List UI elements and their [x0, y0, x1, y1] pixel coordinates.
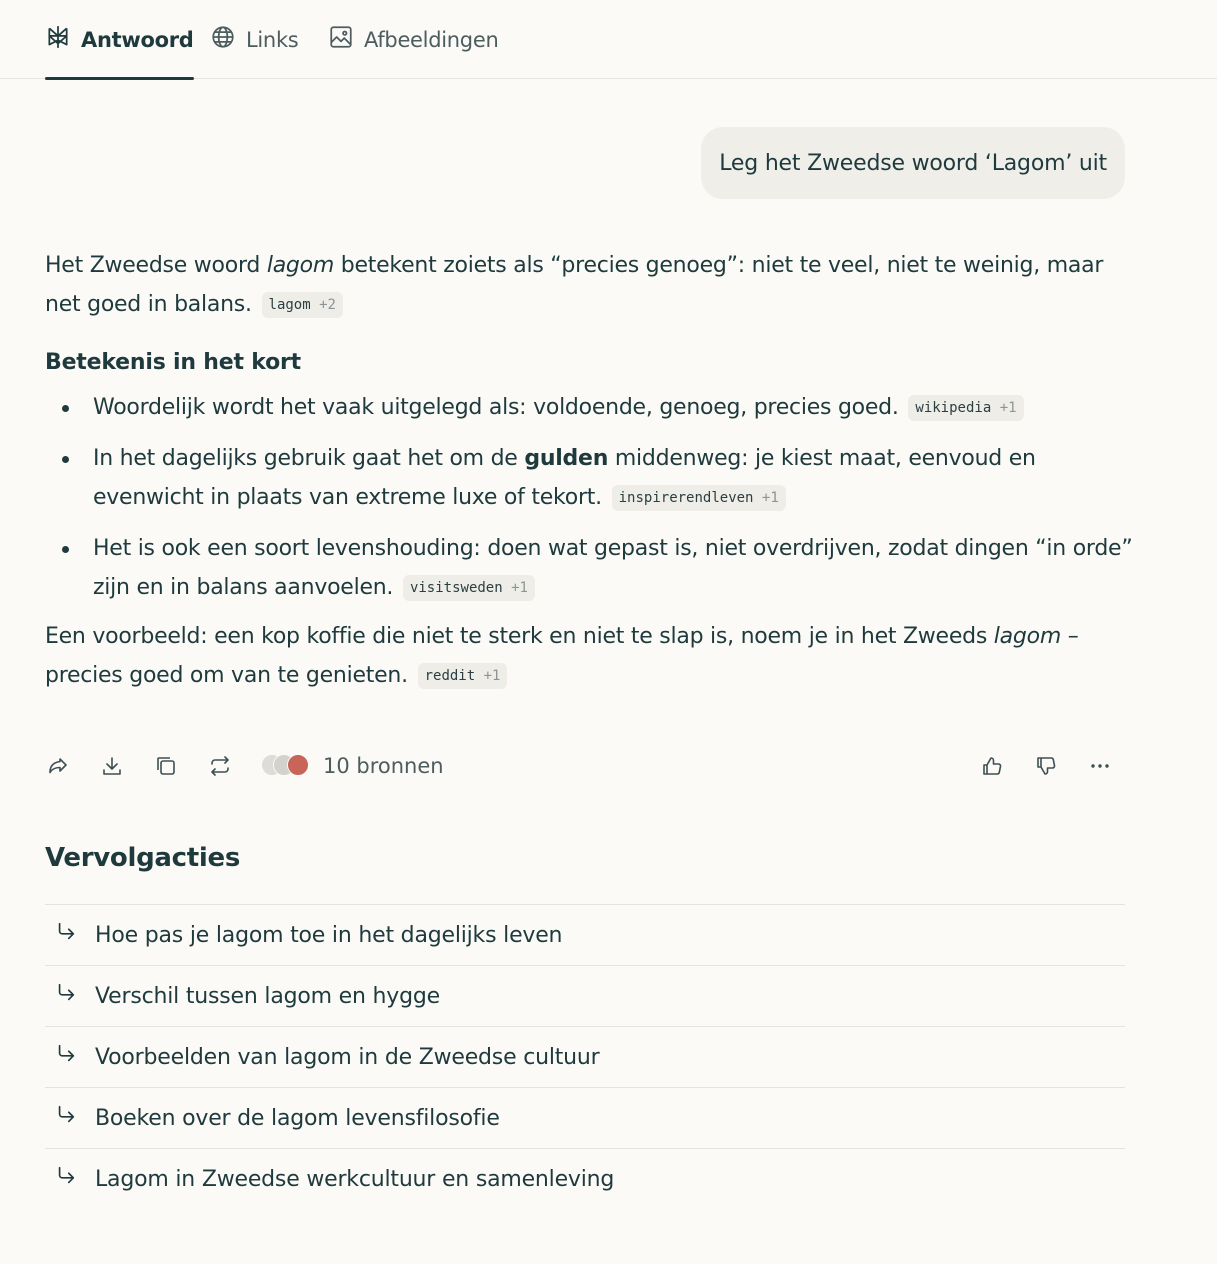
list-item-text: Het is ook een soort levenshouding: doen wat gepast is, niet overdrijven, zodat dingen “in orde” zijn en in balans aanvoelen.	[93, 536, 1133, 600]
list-item-bold: gulden	[524, 446, 609, 471]
answer-example-text: Een voorbeeld: een kop koffie die niet te sterk en niet te slap is, noem je in het Zweeds	[45, 624, 994, 649]
citation-source: lagom	[268, 297, 311, 313]
list-item-text-end: middenweg: je kiest maat, eenvoud en evenwicht in plaats van extreme luxe of tekort.	[93, 446, 1036, 510]
followups-section	[45, 838, 1125, 1209]
list-item	[45, 388, 1140, 427]
share-icon	[46, 754, 70, 778]
citation-chip[interactable]	[418, 663, 508, 689]
followup-label: Lagom in Zweedse werkcultuur en samenleving	[95, 1166, 615, 1192]
citation-source: inspirerendleven	[618, 490, 754, 506]
copy-icon	[154, 754, 178, 778]
arrow-return-icon	[45, 921, 95, 949]
favicon	[287, 754, 309, 776]
more-icon	[1088, 754, 1112, 778]
followup-label: Hoe pas je lagom toe in het dagelijks leven	[95, 922, 563, 948]
image-icon	[328, 24, 354, 55]
sources-count-label: 10 bronnen	[323, 754, 444, 778]
thumbs-up-button[interactable]	[979, 753, 1005, 779]
more-button[interactable]	[1087, 753, 1113, 779]
result-tabs	[0, 0, 1217, 79]
followup-item[interactable]	[45, 904, 1125, 965]
thumbs-up-icon	[980, 754, 1004, 778]
bullet-list	[45, 388, 1140, 607]
tab-afbeeldingen[interactable]	[328, 0, 498, 79]
arrow-return-icon	[45, 1043, 95, 1071]
tab-links-label: Links	[246, 27, 299, 52]
download-icon	[100, 754, 124, 778]
followup-label: Boeken over de lagom levensfilosofie	[95, 1105, 500, 1131]
answer-toolbar	[45, 745, 1125, 787]
citation-more-count: +1	[999, 400, 1017, 416]
perplexity-logo-icon	[45, 24, 71, 55]
citation-chip[interactable]	[262, 292, 343, 318]
download-button[interactable]	[99, 753, 125, 779]
thumbs-down-button[interactable]	[1033, 753, 1059, 779]
tab-links[interactable]	[210, 0, 298, 79]
list-item	[45, 439, 1140, 517]
tab-afbeeldingen-label: Afbeeldingen	[364, 27, 499, 52]
answer-intro	[45, 246, 1140, 324]
rewrite-icon	[208, 754, 232, 778]
followup-item[interactable]	[45, 1026, 1125, 1087]
source-favicons	[261, 754, 313, 778]
citation-more-count: +1	[483, 668, 501, 684]
citation-chip[interactable]	[908, 395, 1023, 421]
user-query-bubble: Leg het Zweedse woord ‘Lagom’ uit	[701, 127, 1125, 199]
followups-title: Vervolgacties	[45, 843, 240, 873]
followup-item[interactable]	[45, 965, 1125, 1026]
followup-label: Voorbeelden van lagom in de Zweedse cultuur	[95, 1044, 600, 1070]
citation-chip[interactable]	[612, 485, 786, 511]
thumbs-down-icon	[1034, 754, 1058, 778]
followup-item[interactable]	[45, 1087, 1125, 1148]
list-item	[45, 529, 1140, 607]
sources-button[interactable]	[261, 749, 444, 783]
tab-antwoord-label: Antwoord	[81, 27, 194, 52]
citation-more-count: +2	[319, 297, 336, 313]
answer-intro-emphasis: lagom	[266, 253, 335, 278]
rewrite-button[interactable]	[207, 753, 233, 779]
list-item-text: Woordelijk wordt het vaak uitgelegd als: voldoende, genoeg, precies goed.	[93, 395, 899, 420]
followup-item[interactable]	[45, 1148, 1125, 1209]
arrow-return-icon	[45, 1104, 95, 1132]
share-button[interactable]	[45, 753, 71, 779]
copy-button[interactable]	[153, 753, 179, 779]
answer-body	[45, 246, 1140, 695]
answer-example	[45, 617, 1140, 695]
answer-intro-text: Het Zweedse woord	[45, 253, 267, 278]
answer-example-emphasis: lagom	[993, 624, 1061, 649]
arrow-return-icon	[45, 982, 95, 1010]
arrow-return-icon	[45, 1165, 95, 1193]
citation-more-count: +1	[511, 580, 528, 596]
citation-chip[interactable]	[403, 575, 535, 601]
followup-label: Verschil tussen lagom en hygge	[95, 983, 440, 1009]
globe-icon	[210, 24, 236, 55]
answer-intro-text-end: betekent zoiets als “precies genoeg”: niet te veel, niet te weinig, maar net goed in balans.	[45, 253, 1104, 317]
citation-source: wikipedia	[915, 400, 992, 416]
citation-source: reddit	[424, 668, 476, 684]
citation-more-count: +1	[761, 490, 779, 506]
list-item-text: In het dagelijks gebruik gaat het om de	[93, 446, 525, 471]
section-heading: Betekenis in het kort	[45, 350, 301, 375]
citation-source: visitsweden	[409, 580, 503, 596]
tab-antwoord[interactable]	[45, 0, 194, 79]
answer-example-text-end: – precies goed om van te genieten.	[45, 624, 1079, 688]
